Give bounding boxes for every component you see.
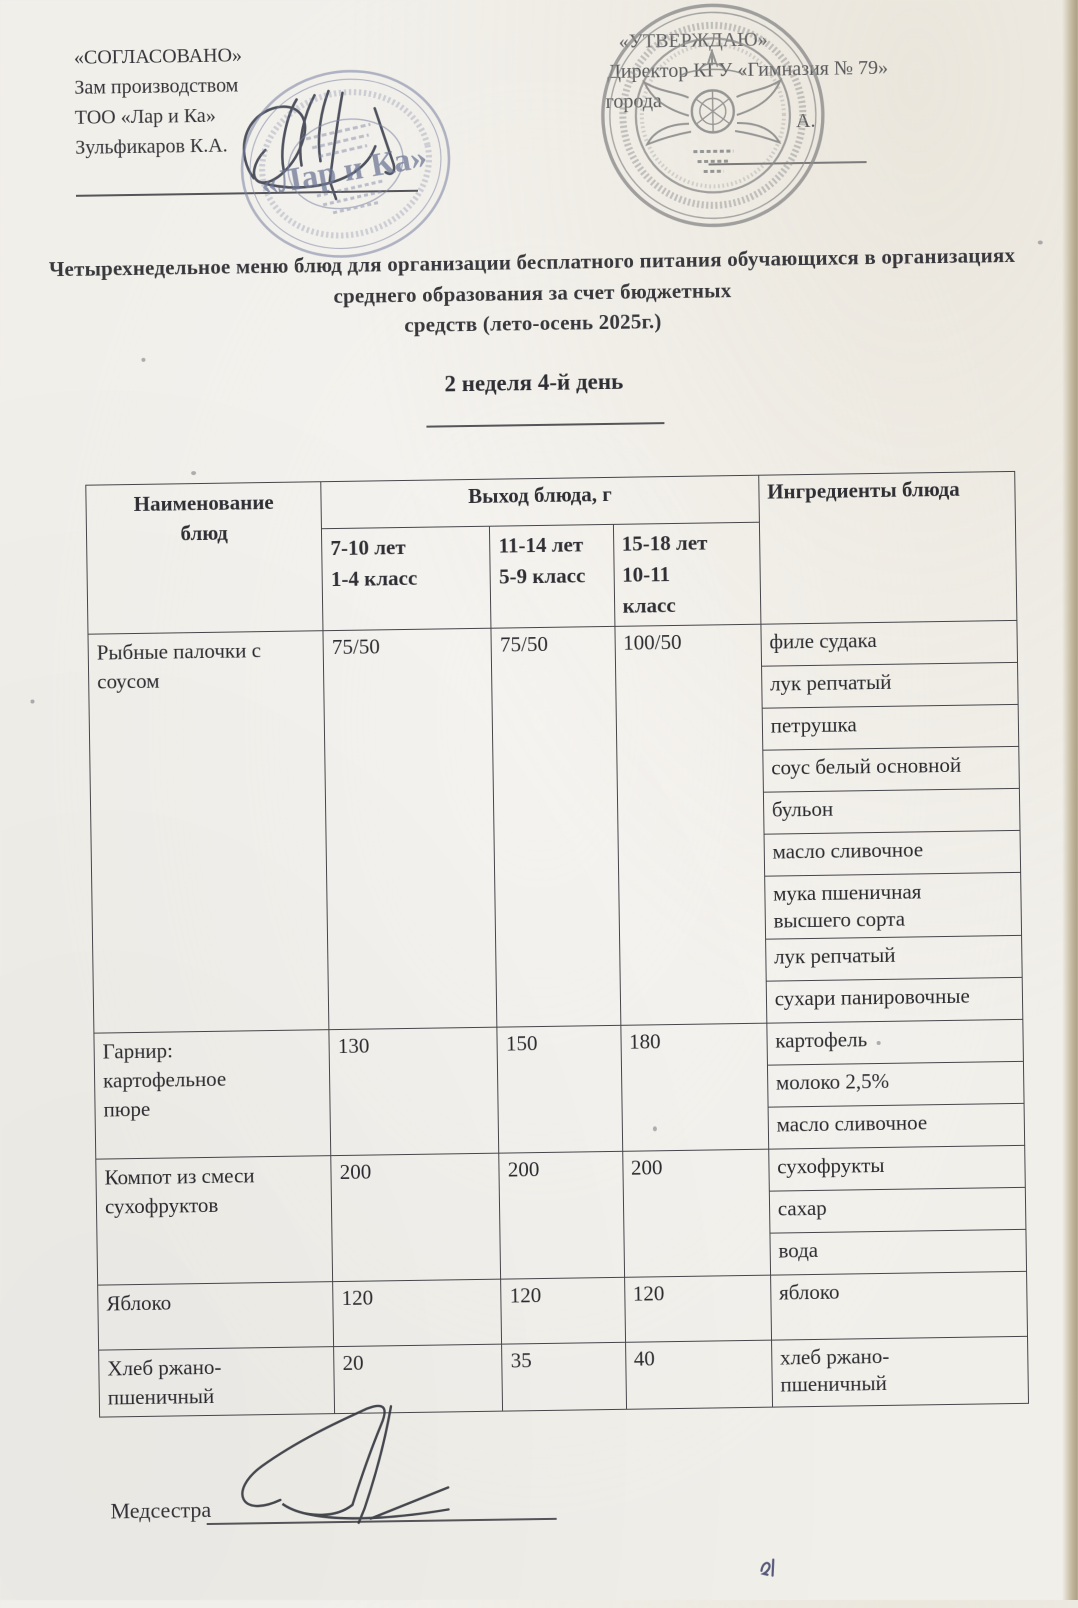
portion-value-cell: 130 xyxy=(329,1027,499,1155)
portion-value-cell: 120 xyxy=(333,1279,502,1346)
header-dish-name: Наименование блюд xyxy=(86,482,323,634)
week-day-subtitle: 2 неделя 4-й день xyxy=(444,368,624,397)
portion-value-cell: 35 xyxy=(502,1342,626,1411)
svg-text:«Лар и Ка»: «Лар и Ка» xyxy=(257,139,430,204)
scan-speck xyxy=(191,471,196,475)
portion-value-cell: 20 xyxy=(334,1344,503,1413)
ingredient-cell: лук репчатый xyxy=(761,662,1018,708)
subtitle-underline xyxy=(426,422,664,428)
ingredient-cell: мука пшеничная высшего сорта xyxy=(764,872,1021,939)
dish-name-cell: Рыбные палочки с соусом xyxy=(88,631,329,1033)
portion-value-cell: 75/50 xyxy=(491,626,620,1027)
portion-value-cell: 200 xyxy=(622,1149,770,1277)
scan-speck xyxy=(30,699,34,703)
confirmed-line: «УТВЕРЖДАЮ» xyxy=(618,28,768,53)
table-header-row xyxy=(86,471,1016,532)
nurse-label: Медсестра xyxy=(110,1496,212,1524)
dish-name-cell: Компот из смеси сухофруктов xyxy=(96,1156,333,1285)
scan-speck xyxy=(877,1041,881,1045)
ingredient-cell: масло сливочное xyxy=(768,1103,1025,1149)
official-seal xyxy=(591,0,834,237)
portion-value-cell: 200 xyxy=(499,1151,624,1279)
nurse-signature xyxy=(209,1398,541,1533)
ingredient-cell: сахар xyxy=(769,1187,1026,1233)
ingredient-cell: петрушка xyxy=(762,704,1019,750)
header-age-2: 11-14 лет 5-9 класс xyxy=(490,524,615,628)
portion-value-cell: 180 xyxy=(620,1023,768,1151)
approved-line: Зульфикаров К.А. xyxy=(75,134,228,159)
dish-name-cell: Яблоко xyxy=(98,1282,334,1350)
ingredient-cell: вода xyxy=(770,1229,1027,1275)
menu-table xyxy=(85,471,1029,1418)
portion-value-cell: 200 xyxy=(331,1153,501,1281)
confirmed-line: города xyxy=(605,90,662,113)
ingredient-cell: молоко 2,5% xyxy=(767,1061,1024,1107)
ingredient-cell: бульон xyxy=(763,788,1020,834)
approved-line: ТОО «Лар и Ка» xyxy=(74,104,216,129)
dish-name-cell: Хлеб ржано- пшеничный xyxy=(99,1347,335,1417)
portion-value-cell: 150 xyxy=(497,1025,622,1153)
ingredient-cell: масло сливочное xyxy=(764,830,1021,876)
portion-value-cell: 120 xyxy=(624,1275,771,1342)
portion-value-cell: 100/50 xyxy=(614,624,766,1025)
portion-value-cell: 120 xyxy=(501,1277,625,1344)
ingredient-cell: сухари панировочные xyxy=(766,977,1023,1023)
header-age-3: 15-18 лет 10-11 класс xyxy=(613,522,761,626)
portion-value-cell: 75/50 xyxy=(323,628,497,1029)
confirmed-line: Директор КГУ «Гимназия № 79» xyxy=(607,56,889,83)
ink-mark xyxy=(757,1554,783,1580)
ingredient-cell: хлеб ржано- пшеничный xyxy=(771,1336,1028,1407)
scan-speck xyxy=(1038,240,1043,244)
header-output: Выход блюда, г xyxy=(321,475,759,528)
ingredient-cell: сухофрукты xyxy=(768,1145,1025,1191)
ingredient-cell: картофель xyxy=(767,1019,1024,1065)
confirmed-name-fragment: А. xyxy=(795,109,816,133)
portion-value-cell: 40 xyxy=(625,1340,772,1409)
ingredient-cell: соус белый основной xyxy=(762,746,1019,792)
document-title-line1: Четырехнедельное меню блюд для организации бесплатного питания обучающихся в организациях xyxy=(48,242,1016,282)
header-age-1: 7-10 лет 1-4 класс xyxy=(322,526,492,630)
scan-edge-strip xyxy=(1062,0,1078,1600)
larka-stamp xyxy=(231,59,460,268)
ingredient-cell: филе судака xyxy=(761,620,1018,666)
approved-line: «СОГЛАСОВАНО» xyxy=(73,44,243,69)
approved-line: Зам производством xyxy=(74,74,239,99)
approved-block xyxy=(74,40,244,162)
scan-speck xyxy=(141,358,145,362)
scan-speck xyxy=(653,1126,657,1131)
ingredient-cell: яблоко xyxy=(770,1271,1027,1340)
dish-name-cell: Гарнир: картофельное пюре xyxy=(94,1030,331,1159)
document-title-line2: среднего образования за счет бюджетных xyxy=(333,278,732,309)
ingredient-cell: лук репчатый xyxy=(765,935,1022,981)
header-ingredients: Ингредиенты блюда xyxy=(758,471,1016,624)
document-title-line3: средств (лето-осень 2025г.) xyxy=(404,309,662,337)
